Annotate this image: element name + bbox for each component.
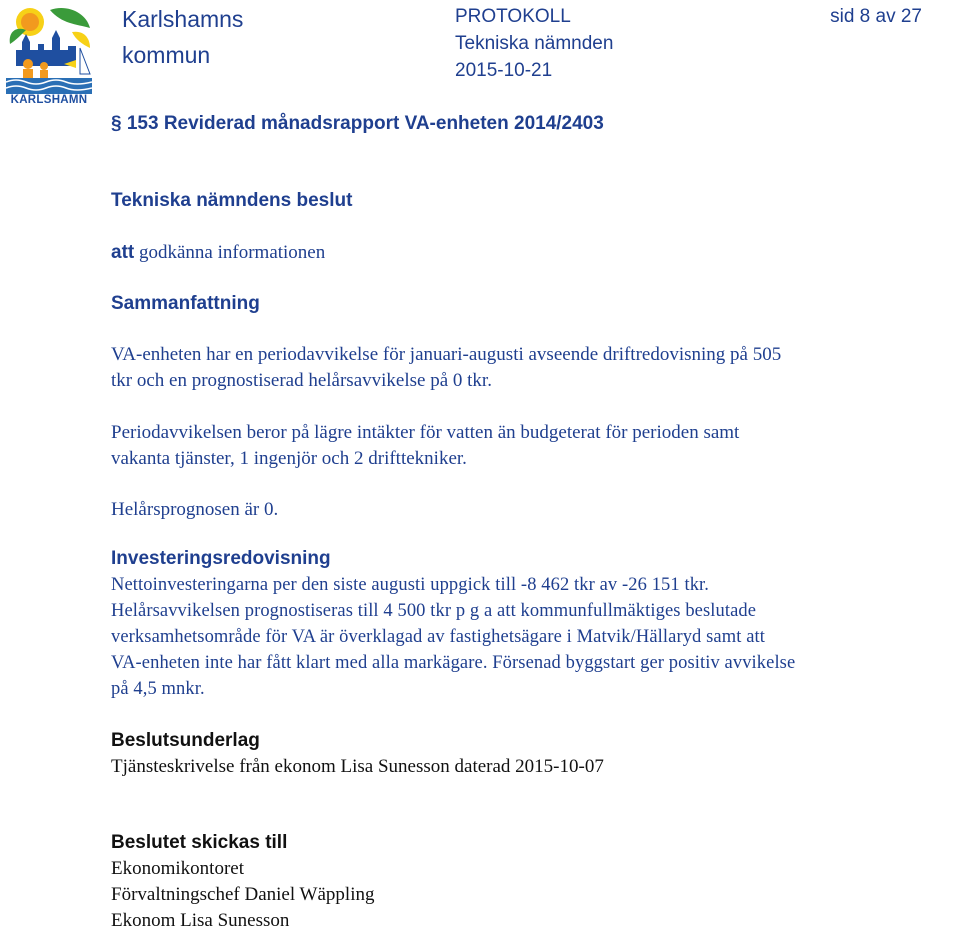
summary-para3: Helårsprognosen är 0.: [111, 499, 279, 520]
summary-para1-line1: VA-enheten har en periodavvikelse för januari-augusti avseende driftredovisning på 505: [111, 344, 782, 365]
decision-att: att: [111, 242, 135, 263]
basis-heading: Beslutsunderlag: [111, 730, 260, 751]
decision-text: [111, 242, 325, 264]
logo-text: KARLSHAMN: [10, 94, 88, 106]
summary-para2-line2: vakanta tjänster, 1 ingenjör och 2 drifttekniker.: [111, 448, 467, 469]
investments-heading: Investeringsredovisning: [111, 548, 331, 569]
summary-para1-line2: tkr och en prognostiserad helårsavvikelse på 0 tkr.: [111, 370, 492, 391]
summary-heading: Sammanfattning: [111, 293, 260, 314]
distribution-heading: Beslutet skickas till: [111, 832, 288, 853]
doc-type: PROTOKOLL: [455, 6, 571, 27]
investments-line5: på 4,5 mnkr.: [111, 679, 205, 699]
section-title: [111, 113, 604, 135]
section-title-text: Reviderad månadsrapport VA-enheten 2014/2403: [163, 113, 604, 134]
decision-heading: Tekniska nämndens beslut: [111, 190, 353, 211]
investments-line3: verksamhetsområde för VA är överklagad av fastighetsägare i Matvik/Hällaryd samt att: [111, 627, 765, 647]
summary-para2-line1: Periodavvikelsen beror på lägre intäkter för vatten än budgeterat för perioden samt: [111, 422, 740, 443]
section-number: § 153: [111, 113, 159, 134]
basis-text: Tjänsteskrivelse från ekonom Lisa Sunesson daterad 2015-10-07: [111, 756, 604, 777]
investments-line2: Helårsavvikelsen prognostiseras till 4 500 tkr p g a att kommunfullmäktiges beslutade: [111, 601, 757, 621]
investments-line4: VA-enheten inte har fått klart med alla markägare. Försenad byggstart ger positiv avvikelse: [111, 653, 796, 673]
meeting-date: 2015-10-21: [455, 60, 553, 81]
page-indicator: sid 8 av 27: [830, 6, 922, 27]
decision-body: godkänna informationen: [134, 242, 326, 263]
investments-line1: Nettoinvesteringarna per den siste augusti uppgick till -8 462 tkr av -26 151 tkr.: [111, 575, 710, 595]
recipient-item: Förvaltningschef Daniel Wäppling: [111, 884, 375, 905]
org-name-line2: kommun: [122, 42, 211, 68]
committee-name: Tekniska nämnden: [455, 33, 614, 54]
recipient-item: Ekonom Lisa Sunesson: [111, 910, 290, 931]
recipient-item: Ekonomikontoret: [111, 858, 244, 879]
karlshamn-logo: [6, 4, 92, 108]
org-name-line1: Karlshamns: [122, 6, 244, 32]
